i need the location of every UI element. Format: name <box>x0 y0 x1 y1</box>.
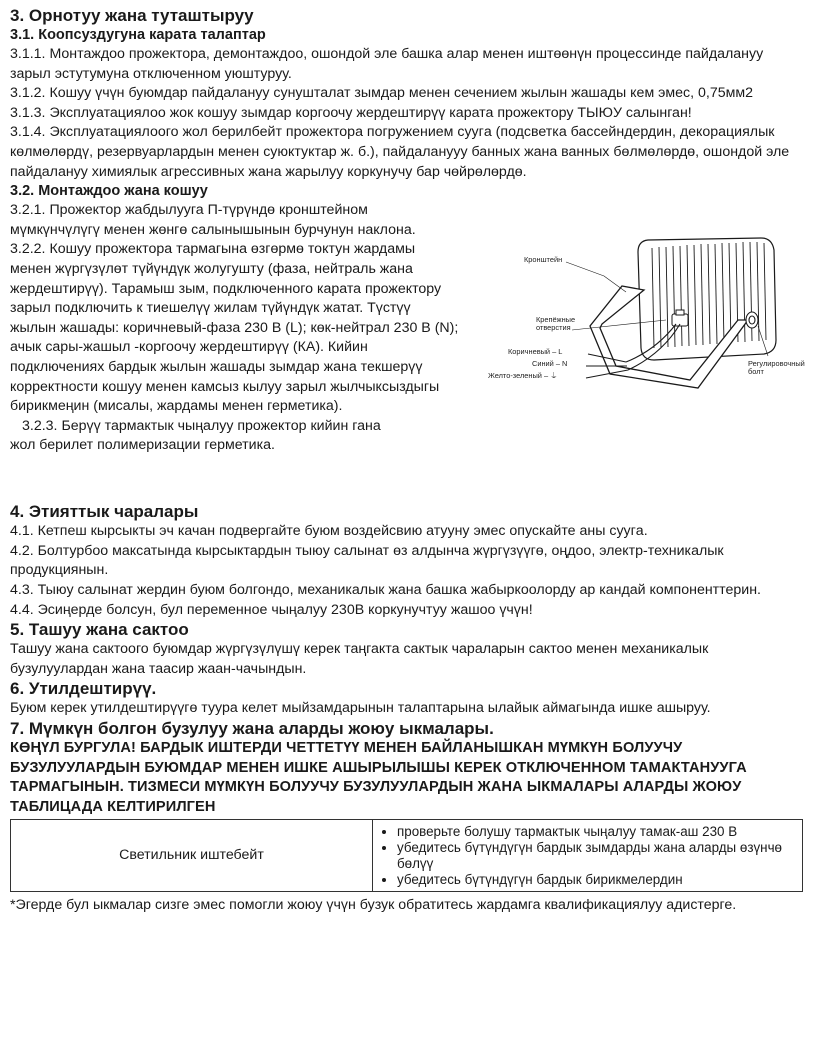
label-bracket: Кронштейн <box>524 255 563 265</box>
paragraph-3-1-3: 3.1.3. Эксплуатациялоо жок кошуу зымдар коргоочу жердештирүү карата прожектору ТЫЮУ салынган! <box>10 104 692 121</box>
paragraph-4-1: 4.1. Кетпеш кырсыкты эч качан подвергайте буюм воздейсвию атууну эмес опускайте аны суугa. <box>10 523 648 540</box>
solution-item: • убедитесь бүтүндүгүн бардык бирикмелердин <box>397 872 794 888</box>
paragraph-3-1-2: 3.1.2. Кошуу үчүн буюмдар пайдалануу сунушталат зымдар менен сечением жылын жашады кем эмес, 0,75мм2 <box>10 85 754 102</box>
solution-item: • проверьте болушу тармактык чыңалуу тамак-аш 230 В <box>397 824 794 840</box>
paragraph-3-2-1: 3.2.1. Прожектор жабдылууга П-түрүндө кронштейном мүмкүнчүлүгү менен жөнгө салынышынын бурчунун наклона. <box>10 202 416 238</box>
paragraph-3-1-1: 3.1.1. Монтаждоо прожектора, демонтаждоо, ошондой эле башка алар менен иштөөнүн процессинде пайдалануу зарыл эстутумуна отключенном уюштуруу. <box>10 46 764 82</box>
paragraph-3-1-4: 3.1.4. Эксплуатациялоого жол берилбейт прожектора погружением суугa (подсветка бассейндердин, декорациялык көлмөлөрдү, резервуарлардын менен суюктуктар ж. б.), пайдаланууу банных жана ванных бөлмөлөрдө, ошондой эле пайдалануу химиялык агрессивных жана жарылуу коркунучу бар чөйрөлөрдө. <box>10 124 790 180</box>
section-6-title: 6. Утилдештирүү. <box>10 679 157 699</box>
paragraph-3-2-3: 3.2.3. Берүү тармактык чыңалуу прожектор кийин гана <box>22 417 381 434</box>
section-7-title: 7. Мүмкүн болгон бузулуу жана аларды жоюу ыкмалары. <box>10 718 494 738</box>
paragraph-4-2: 4.2. Болтурбоо максатында кырсыктардын тыюу салынат өз алдынча жүргүзүүгө, оңдоо, электр-техникалык продукциянын. <box>10 542 724 579</box>
paragraph-4-4: 4.4. Эсиңерде болсун, бул переменное чыңалуу 230В коркунучтуу жашоо үчүн! <box>10 601 533 618</box>
paragraph-6: Буюм керек утилдештирүүгө туура келет мыйзамдарынын талаптарына ылайык аймагында ишке ашыруу. <box>10 700 711 717</box>
section-3-2 <box>10 182 805 502</box>
label-yellowgreen-wire: Желто-зеленый – ⏚ <box>488 371 558 381</box>
floodlight-drawing <box>476 220 805 410</box>
section-5-title: 5. Ташуу жана сактоо <box>10 620 189 640</box>
label-adjust-bolt-2: болт <box>748 367 764 377</box>
section-3-2-text <box>10 201 460 417</box>
section-4-title: 4. Этияттык чаралары <box>10 502 199 522</box>
warning-text: КӨҢҮЛ БУРГУЛА! БАРДЫК ИШТЕРДИ ЧЕТТЕТҮҮ МЕНЕН БАЙЛАНЫШКАН МҮМКҮН БОЛУУЧУ БУЗУЛУУЛАРДЫН БУЮМДАР МЕНЕН ИШКЕ АШЫРЫЛЫШЫ КЕРЕК ОТКЛЮЧЕННОМ ТАМАКТАНУУГА ТАРМАГЫНЫН. ТИЗМЕСИ МҮМКҮН БОЛУУЧУ БУЗУЛУУЛАРДЫН ЖАНА ЫКМАЛАРЫ АЛАРДЫ ЖОЮУ ТАБЛИЦАДА КЕЛТИРИЛГЕН <box>10 739 747 815</box>
paragraph-5: Ташуу жана сактоого буюмдар жүргүзүлүшү керек таңгакта сактык чараларын сактоо менен механикалык бузулуулардан жана таасир жаан-чачындын. <box>10 641 709 677</box>
label-mounting-holes-2: отверстия <box>536 323 571 333</box>
label-brown-wire: Коричневый – L <box>508 347 563 357</box>
section-3-title: 3. Орнотуу жана туташтыруу <box>10 6 254 25</box>
solutions-list <box>381 824 794 887</box>
label-adjust-bolt-1: Регулировочный <box>748 359 805 369</box>
label-blue-wire: Синий – N <box>532 359 568 369</box>
problem-cell: Светильник иштебейт <box>11 820 373 892</box>
table-row <box>11 820 803 892</box>
paragraph-3-2-3-cont: жол берилет полимеризации герметика. <box>10 437 275 454</box>
label-mounting-holes-1: Крепёжные <box>536 315 576 325</box>
troubleshooting-table <box>10 819 803 892</box>
solution-item: • убедитесь бүтүндүгүн бардык зымдарды жана аларды өзүнчө бөлүү <box>397 840 794 872</box>
solutions-cell <box>373 820 803 892</box>
paragraph-4-3: 4.3. Тыюу салынат жердин буюм болгондо, механикалык жана башка жабыркоолорду ар кандай компоненттерин. <box>10 581 761 598</box>
footnote: *Эгерде бул ыкмалар сизге эмес помогли жоюу үчүн бузук обратитесь жардамга квалификациялуу адистерге. <box>10 897 737 914</box>
floodlight-wiring-figure <box>476 220 805 410</box>
section-3-2-title: 3.2. Монтаждоо жана кошуу <box>10 183 208 200</box>
adjustment-bolt <box>746 312 758 328</box>
paragraph-3-2-2: 3.2.2. Кошуу прожектора тармагына өзгөрмө токтун жардамы менен жүргүзүлөт түйүндүк жолугушту (фаза, нейтраль жана жердештирүү). Тарамыш зым, подключенного карата прожектору зарыл подключить к тиешелүү жилам түйүндүк жатат. Түстүү жылын жашады: коричневый-фаза 230 В (L); көк-нейтрал 230 В (N); ачык сары-жашыл -коргоочу жердештирүү (КА). Кийин подключениях бардык жылын жашады зымдар жана текшерүү корректности кошуу менен камсыз кылуу зарыл жылчыксыздыгы бирикмеңин (мисалы, жардамы менен герметика). <box>10 241 459 415</box>
document-page <box>10 6 805 916</box>
section-3-1-title: 3.1. Коопсуздугуна карата талаптар <box>10 27 266 43</box>
